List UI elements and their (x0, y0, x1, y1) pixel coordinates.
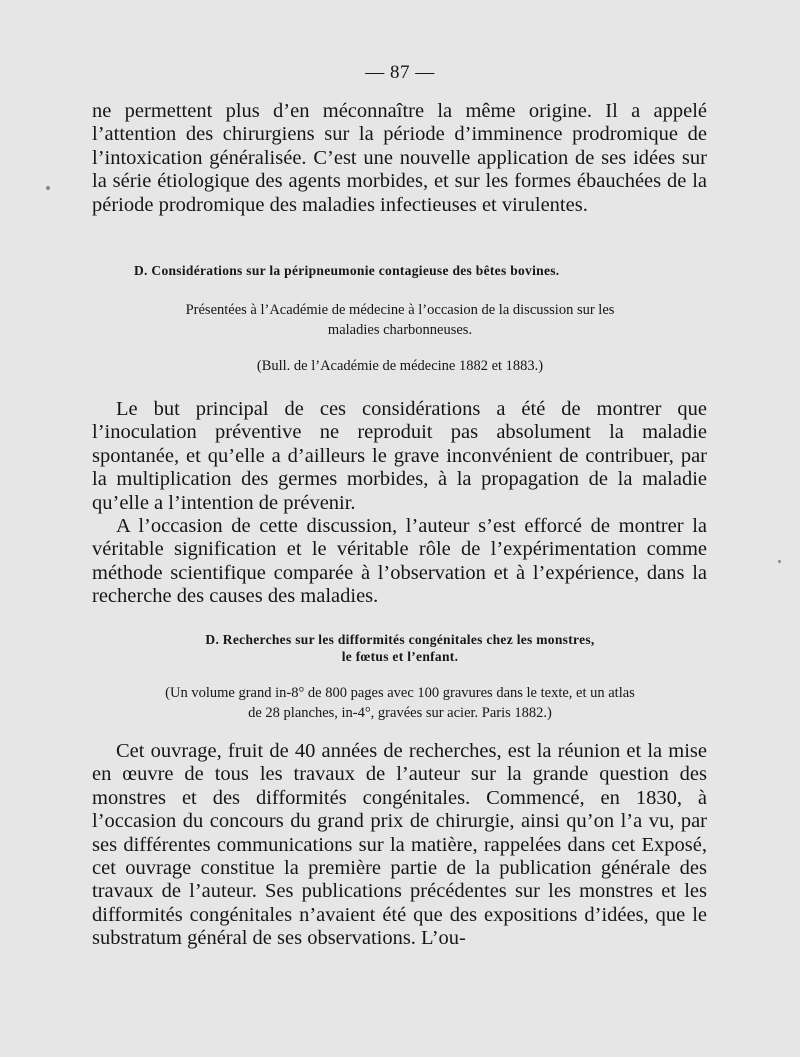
work-paragraph: Cet ouvrage, fruit de 40 années de recherches, est la réunion et la mise en œuvre de tous les travaux de l’auteur sur la grande question des monstres et des difformités congénitales. Commencé, en 1830, à l’occasion du concours du grand prix de chirurgie, ainsi qu’on l’a vu, par ses différentes communications sur la matière, rappelées dans cet Exposé, cet ouvrage constitue la première partie de la publication générale des travaux de l’auteur. Ses publications précédentes sur les monstres et les difformités congénitales n’avaient été que des expositions d’idées, que le substratum général de ses observations. L’ou- (92, 740, 707, 950)
section-title-difformites (100, 631, 700, 665)
note-line: Présentées à l’Académie de médecine à l’occasion de la discussion sur les (185, 302, 615, 318)
title-line: D. Recherches sur les difformités congénitales chez les monstres, (205, 632, 595, 647)
note-line: maladies charbonneuses. (327, 322, 473, 338)
intro-paragraph: ne permettent plus d’en méconnaître la même origine. Il a appelé l’attention des chirurgiens sur la période d’imminence prodromique de l’intoxication généralisée. C’est une nouvelle application de ses idées sur la série étiologique des agents morbides, et sur les formes ébauchées de la période prodromique des maladies infectieuses et virulentes. (92, 100, 707, 216)
paper-speck (46, 186, 50, 190)
page-number: — 87 — (365, 62, 435, 83)
title-line: le fœtus et l’enfant. (341, 649, 459, 664)
body-paragraphs-considerations (92, 398, 707, 609)
note-line: (Un volume grand in-8° de 800 pages avec 100 gravures dans le texte, et un atlas (165, 685, 635, 701)
section-reference-peripneumonie: (Bull. de l’Académie de médecine 1882 et 1883.) (256, 358, 544, 374)
section-note-peripneumonie (130, 300, 670, 340)
goal-paragraph: Le but principal de ces considérations a été de montrer que l’inoculation préventive ne reproduit pas absolument la maladie spontanée, et qu’elle a d’ailleurs le grave inconvénient de contribuer, par la multiplication des germes morbides, à la propagation de la maladie qu’elle a l’intention de prévenir. (92, 398, 707, 514)
section-note-difformites (110, 683, 690, 723)
section-title-peripneumonie: D. Considérations sur la péripneumonie contagieuse des bêtes bovines. (134, 263, 560, 278)
note-line: de 28 planches, in-4°, gravées sur acier. Paris 1882.) (248, 705, 552, 721)
occasion-paragraph: A l’occasion de cette discussion, l’auteur s’est efforcé de montrer la véritable signification et le véritable rôle de l’expérimentation comme méthode scientifique comparée à l’observation et à l’expérience, dans la recherche des causes des maladies. (92, 515, 707, 608)
paper-speck (778, 560, 781, 563)
